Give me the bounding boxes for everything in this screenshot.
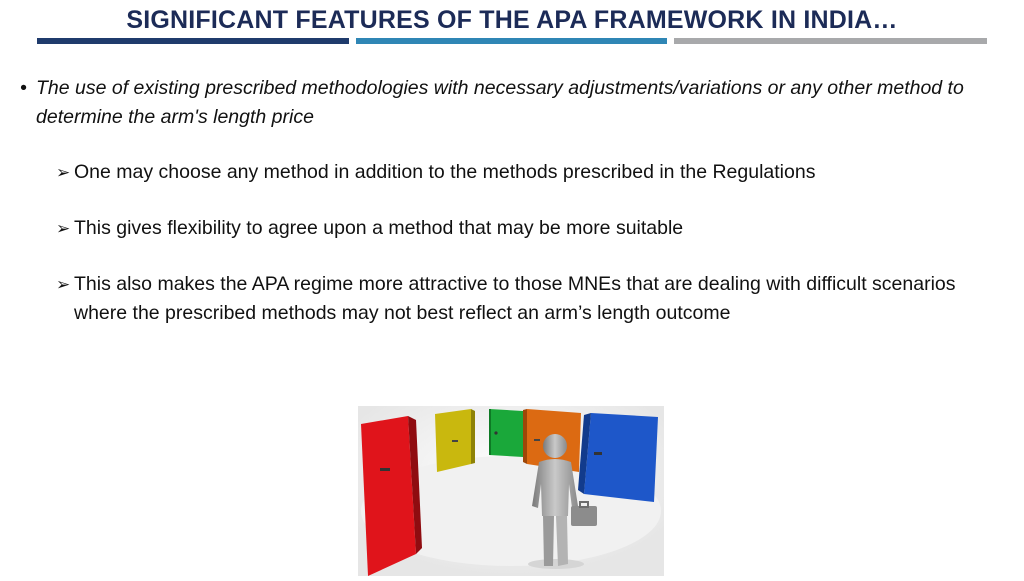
red-door [361, 416, 422, 576]
sub-point-text: This gives flexibility to agree upon a method that may be more suitable [74, 217, 684, 239]
sub-point-text: This also makes the APA regime more attractive to those MNEs that are dealing with difficult scenarios where the prescribed methods may not best reflect an arm’s length outcome [74, 273, 956, 324]
title-rule-right [674, 38, 987, 44]
yellow-door [435, 409, 475, 472]
title-rule-left [37, 38, 349, 44]
arrow-bullet-icon: ➢ [56, 219, 71, 238]
sub-point-text: One may choose any method in addition to the methods prescribed in the Regulations [74, 161, 816, 183]
doors-illustration [358, 406, 664, 576]
main-bullet [20, 74, 1000, 132]
sub-point-3 [56, 270, 976, 328]
green-door [489, 409, 523, 457]
blue-door [578, 413, 658, 502]
arrow-bullet-icon: ➢ [56, 275, 71, 294]
slide-title: SIGNIFICANT FEATURES OF THE APA FRAMEWORK IN INDIA… [126, 6, 898, 34]
bullet-dot-icon: • [20, 77, 27, 99]
sub-point-1 [56, 158, 976, 187]
title-rule-middle [356, 38, 667, 44]
sub-point-2 [56, 214, 976, 243]
main-bullet-text: The use of existing prescribed methodologies with necessary adjustments/variations or any other method to determine the arm's length price [36, 77, 964, 128]
arrow-bullet-icon: ➢ [56, 163, 71, 182]
businessman-choosing-doors-icon [358, 406, 664, 576]
